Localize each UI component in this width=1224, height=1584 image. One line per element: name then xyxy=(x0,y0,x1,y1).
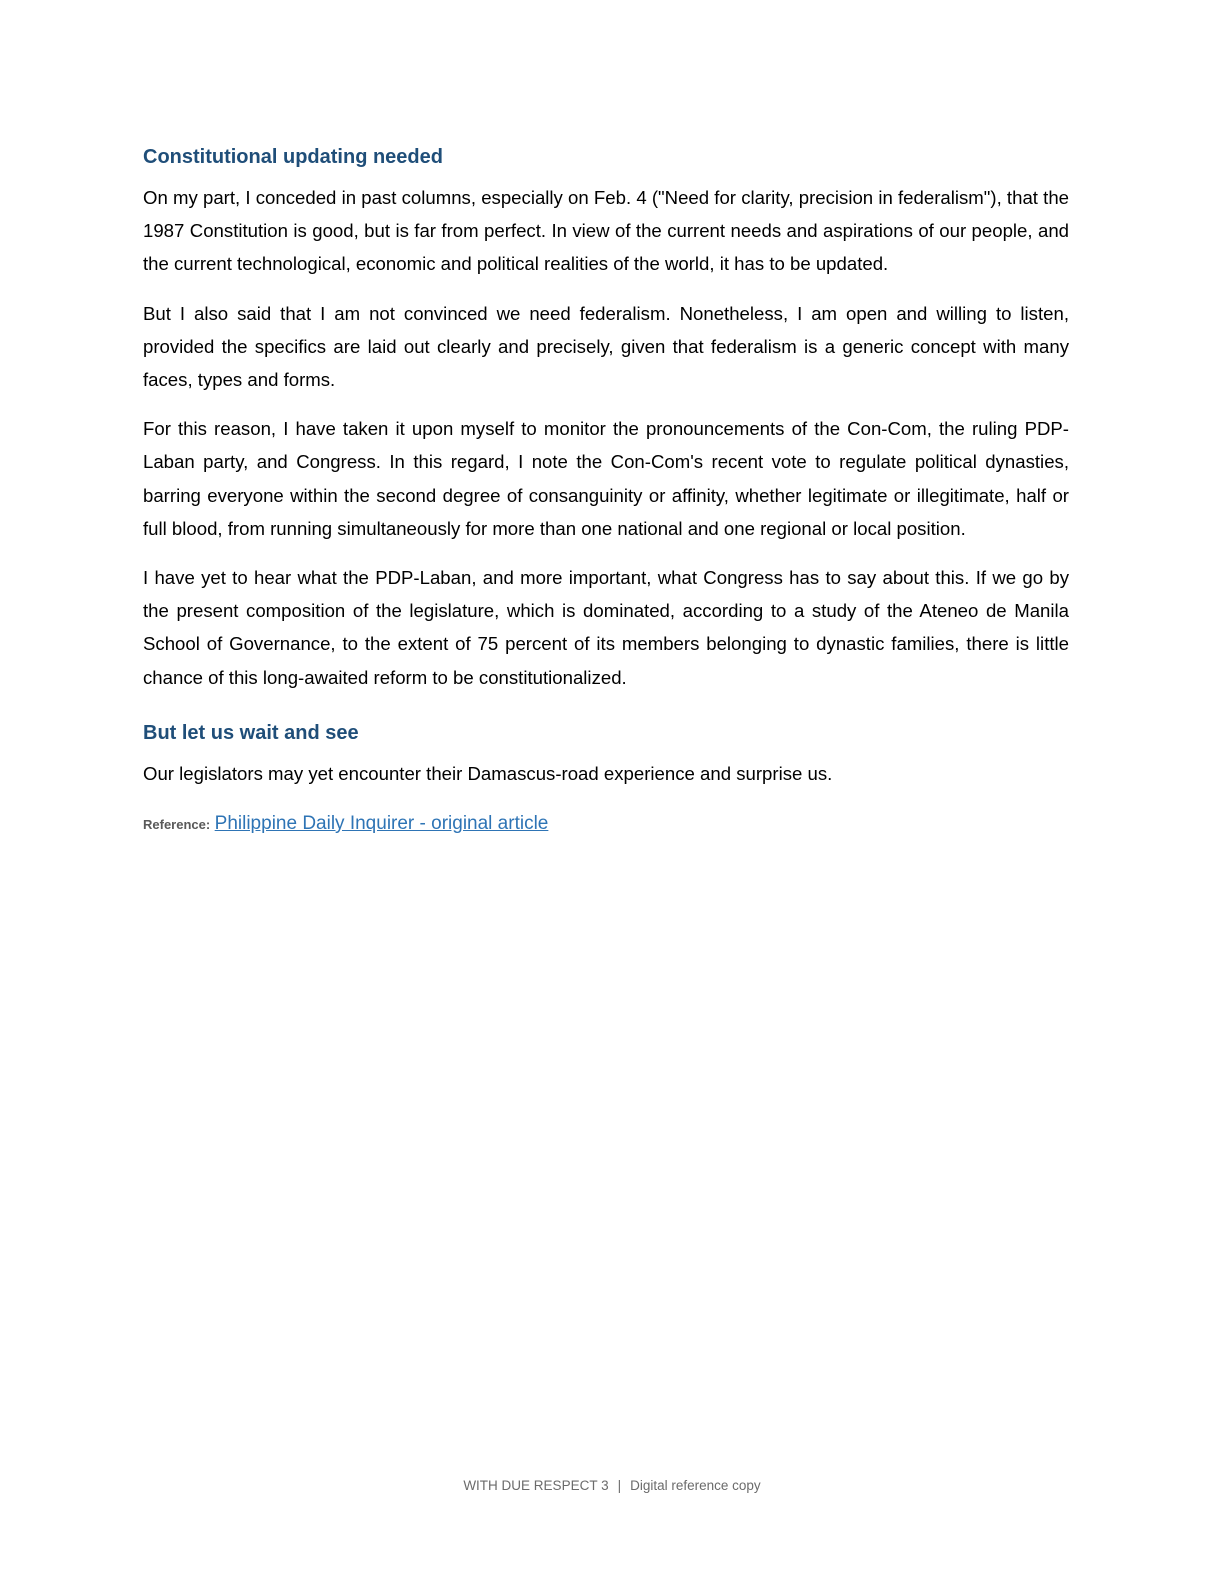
paragraph-constitution-conceded: On my part, I conceded in past columns, especially on Feb. 4 ("Need for clarity, precision in federalism"), that the 1987 Constitution is good, but is far from perfect. In view of the current needs and aspirations of our people, and the current technological, economic and political realities of the world, it has to be updated. xyxy=(143,187,1069,275)
reference-label: Reference: xyxy=(143,817,211,833)
footer-separator: | xyxy=(617,1478,622,1493)
reference-link[interactable]: Philippine Daily Inquirer - original article xyxy=(214,813,549,835)
paragraph-congress-dynasties: I have yet to hear what the PDP-Laban, and more important, what Congress has to say about this. If we go by the present composition of the legislature, which is dominated, according to a study of the Ateneo de Manila School of Governance, to the extent of 75 percent of its members belonging to dynastic families, there is little chance of this long-awaited reform to be constitutionalized. xyxy=(143,567,1069,688)
paragraph-monitor-pronouncements: For this reason, I have taken it upon myself to monitor the pronouncements of the Con-Com, the ruling PDP-Laban party, and Congress. In this regard, I note the Con-Com's recent vote to regulate political dynasties, barring everyone within the second degree of consanguinity or affinity, whether legitimate or illegitimate, half or full blood, from running simultaneously for more than one national and one regional or local position. xyxy=(143,418,1069,539)
paragraph-damascus-road: Our legislators may yet encounter their Damascus-road experience and surprise us. xyxy=(143,762,833,784)
page-footer xyxy=(0,1478,1224,1493)
section-heading-wait-and-see: But let us wait and see xyxy=(143,721,359,744)
document-page xyxy=(143,140,1069,840)
section-heading-constitutional-updating: Constitutional updating needed xyxy=(143,146,443,168)
reference-line xyxy=(143,809,1069,840)
footer-note: Digital reference copy xyxy=(630,1478,761,1493)
footer-title: WITH DUE RESPECT 3 xyxy=(463,1478,609,1493)
paragraph-not-convinced-federalism: But I also said that I am not convinced we need federalism. Nonetheless, I am open and willing to listen, provided the specifics are laid out clearly and precisely, given that federalism is a generic concept with many faces, types and forms. xyxy=(143,302,1069,391)
